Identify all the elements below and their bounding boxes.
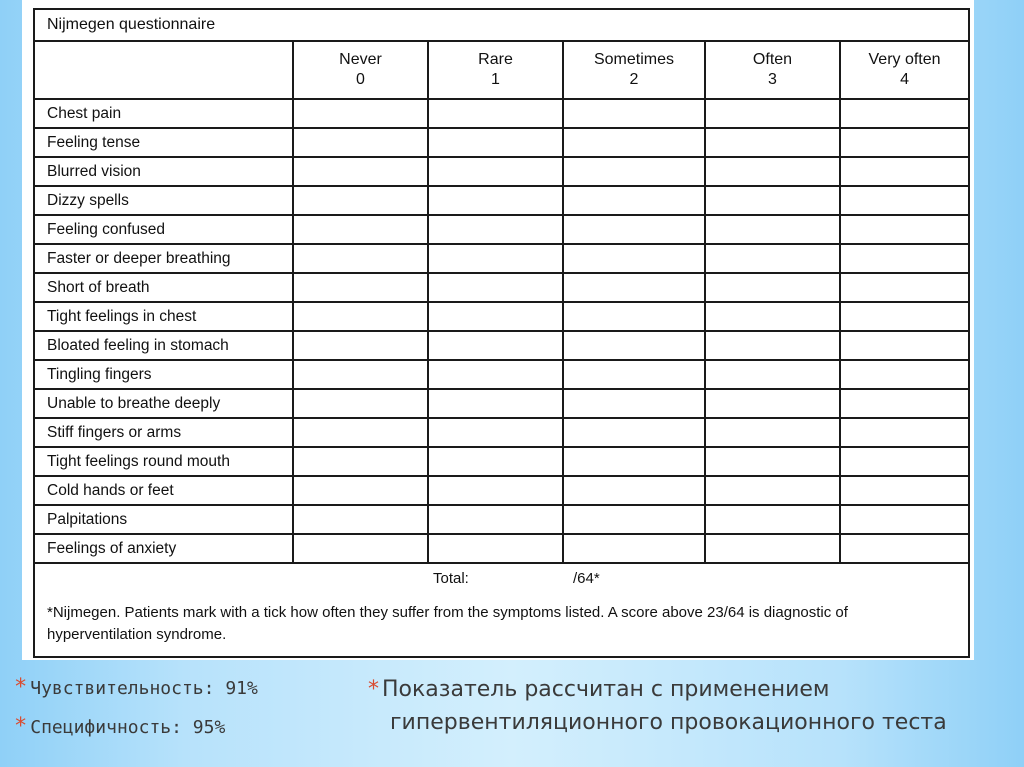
column-label: Often [752,51,793,68]
column-header [840,41,969,99]
answer-cell [563,128,705,157]
answer-cell [563,99,705,128]
answer-cell [428,331,563,360]
nijmegen-table [33,8,970,658]
symptom-label: Tingling fingers [34,360,293,389]
table-footer [34,563,969,657]
answer-cell [840,99,969,128]
bullet-marker: * [368,677,379,702]
column-score: 1 [491,71,500,88]
answer-cell [293,99,428,128]
questionnaire-sheet [22,0,974,660]
answer-cell [840,244,969,273]
answer-cell [293,534,428,563]
answer-cell [563,157,705,186]
answer-cell [705,389,840,418]
column-label: Never [339,51,382,68]
answer-cell [563,505,705,534]
answer-cell [428,447,563,476]
table-row [34,476,969,505]
answer-cell [705,360,840,389]
answer-cell [428,128,563,157]
table-row [34,331,969,360]
table-row [34,273,969,302]
symptom-label: Tight feelings round mouth [34,447,293,476]
answer-cell [705,215,840,244]
column-label: Rare [478,51,513,68]
answer-cell [563,360,705,389]
answer-cell [840,505,969,534]
answer-cell [428,505,563,534]
answer-cell [705,476,840,505]
bullet-test-note [368,673,1018,739]
bullet-marker: * [14,675,28,700]
test-note-line-2: гипервентиляционного провокационного теста [390,710,947,735]
symptom-label: Unable to breathe deeply [34,389,293,418]
answer-cell [428,157,563,186]
table-row [34,360,969,389]
questionnaire-title: Nijmegen questionnaire [34,9,969,41]
answer-cell [428,360,563,389]
header-empty-cell [34,41,293,99]
answer-cell [840,215,969,244]
answer-cell [293,215,428,244]
answer-cell [428,534,563,563]
total-label: Total: [433,570,469,587]
answer-cell [705,331,840,360]
table-row [34,302,969,331]
answer-cell [428,99,563,128]
answer-cell [705,157,840,186]
answer-cell [840,476,969,505]
answer-cell [563,331,705,360]
test-note-line-1-text: Показатель рассчитан с применением [382,677,830,702]
answer-cell [705,273,840,302]
column-label: Sometimes [593,51,675,68]
answer-cell [705,534,840,563]
column-label: Very often [868,51,941,68]
column-score: 2 [629,71,639,88]
symptom-label: Blurred vision [34,157,293,186]
answer-cell [840,186,969,215]
answer-cell [293,331,428,360]
table-row [34,215,969,244]
answer-cell [563,418,705,447]
answer-cell [428,244,563,273]
table-row [34,99,969,128]
answer-cell [293,389,428,418]
symptom-label: Short of breath [34,273,293,302]
answer-cell [840,302,969,331]
answer-cell [705,302,840,331]
table-row [34,128,969,157]
bullet-marker: * [14,714,28,739]
answer-cell [293,273,428,302]
symptom-label: Stiff fingers or arms [34,418,293,447]
column-header [705,41,840,99]
answer-cell [293,476,428,505]
answer-cell [840,418,969,447]
answer-cell [840,360,969,389]
column-header [563,41,705,99]
answer-cell [563,186,705,215]
answer-cell [293,157,428,186]
answer-cell [840,273,969,302]
footnote: *Nijmegen. Patients mark with a tick how often they suffer from the symptoms listed. A score above 23/64 is diagnostic of hyperventilation syndrome. [47,604,848,643]
answer-cell [840,331,969,360]
answer-cell [705,505,840,534]
bullet-specificity [14,714,225,739]
answer-cell [428,476,563,505]
symptom-label: Feeling confused [34,215,293,244]
answer-cell [705,418,840,447]
symptom-label: Faster or deeper breathing [34,244,293,273]
table-row [34,534,969,563]
symptom-label: Cold hands or feet [34,476,293,505]
table-row [34,418,969,447]
specificity-text: Специфичность: 95% [30,717,226,738]
answer-cell [428,186,563,215]
answer-cell [840,534,969,563]
table-row [34,389,969,418]
table-row [34,244,969,273]
answer-cell [563,389,705,418]
answer-cell [840,447,969,476]
answer-cell [293,360,428,389]
answer-cell [705,447,840,476]
symptom-label: Feeling tense [34,128,293,157]
answer-cell [563,302,705,331]
column-score: 3 [768,71,777,88]
answer-cell [293,244,428,273]
answer-cell [293,186,428,215]
answer-cell [293,447,428,476]
symptom-label: Dizzy spells [34,186,293,215]
answer-cell [428,389,563,418]
answer-cell [563,273,705,302]
table-row [34,186,969,215]
test-note-line-1 [368,673,1018,706]
answer-cell [840,157,969,186]
answer-cell [293,128,428,157]
column-header [293,41,428,99]
answer-cell [705,99,840,128]
answer-cell [705,128,840,157]
answer-cell [293,505,428,534]
symptom-label: Feelings of anxiety [34,534,293,563]
answer-cell [293,302,428,331]
answer-cell [840,389,969,418]
column-score: 4 [900,71,909,88]
answer-cell [705,186,840,215]
answer-cell [840,128,969,157]
answer-cell [705,244,840,273]
answer-cell [428,302,563,331]
table-row [34,157,969,186]
total-line [35,568,968,594]
bullet-sensitivity [14,675,258,700]
answer-cell [428,273,563,302]
sensitivity-text: Чувствительность: 91% [30,678,258,699]
table-row [34,505,969,534]
answer-cell [563,447,705,476]
column-score: 0 [356,71,365,88]
symptom-label: Bloated feeling in stomach [34,331,293,360]
table-row [34,447,969,476]
column-header [428,41,563,99]
answer-cell [563,215,705,244]
symptom-label: Chest pain [34,99,293,128]
symptom-label: Palpitations [34,505,293,534]
answer-cell [563,476,705,505]
answer-cell [428,215,563,244]
answer-cell [563,534,705,563]
total-value: /64* [573,570,600,587]
answer-cell [293,418,428,447]
symptom-label: Tight feelings in chest [34,302,293,331]
answer-cell [428,418,563,447]
answer-cell [563,244,705,273]
